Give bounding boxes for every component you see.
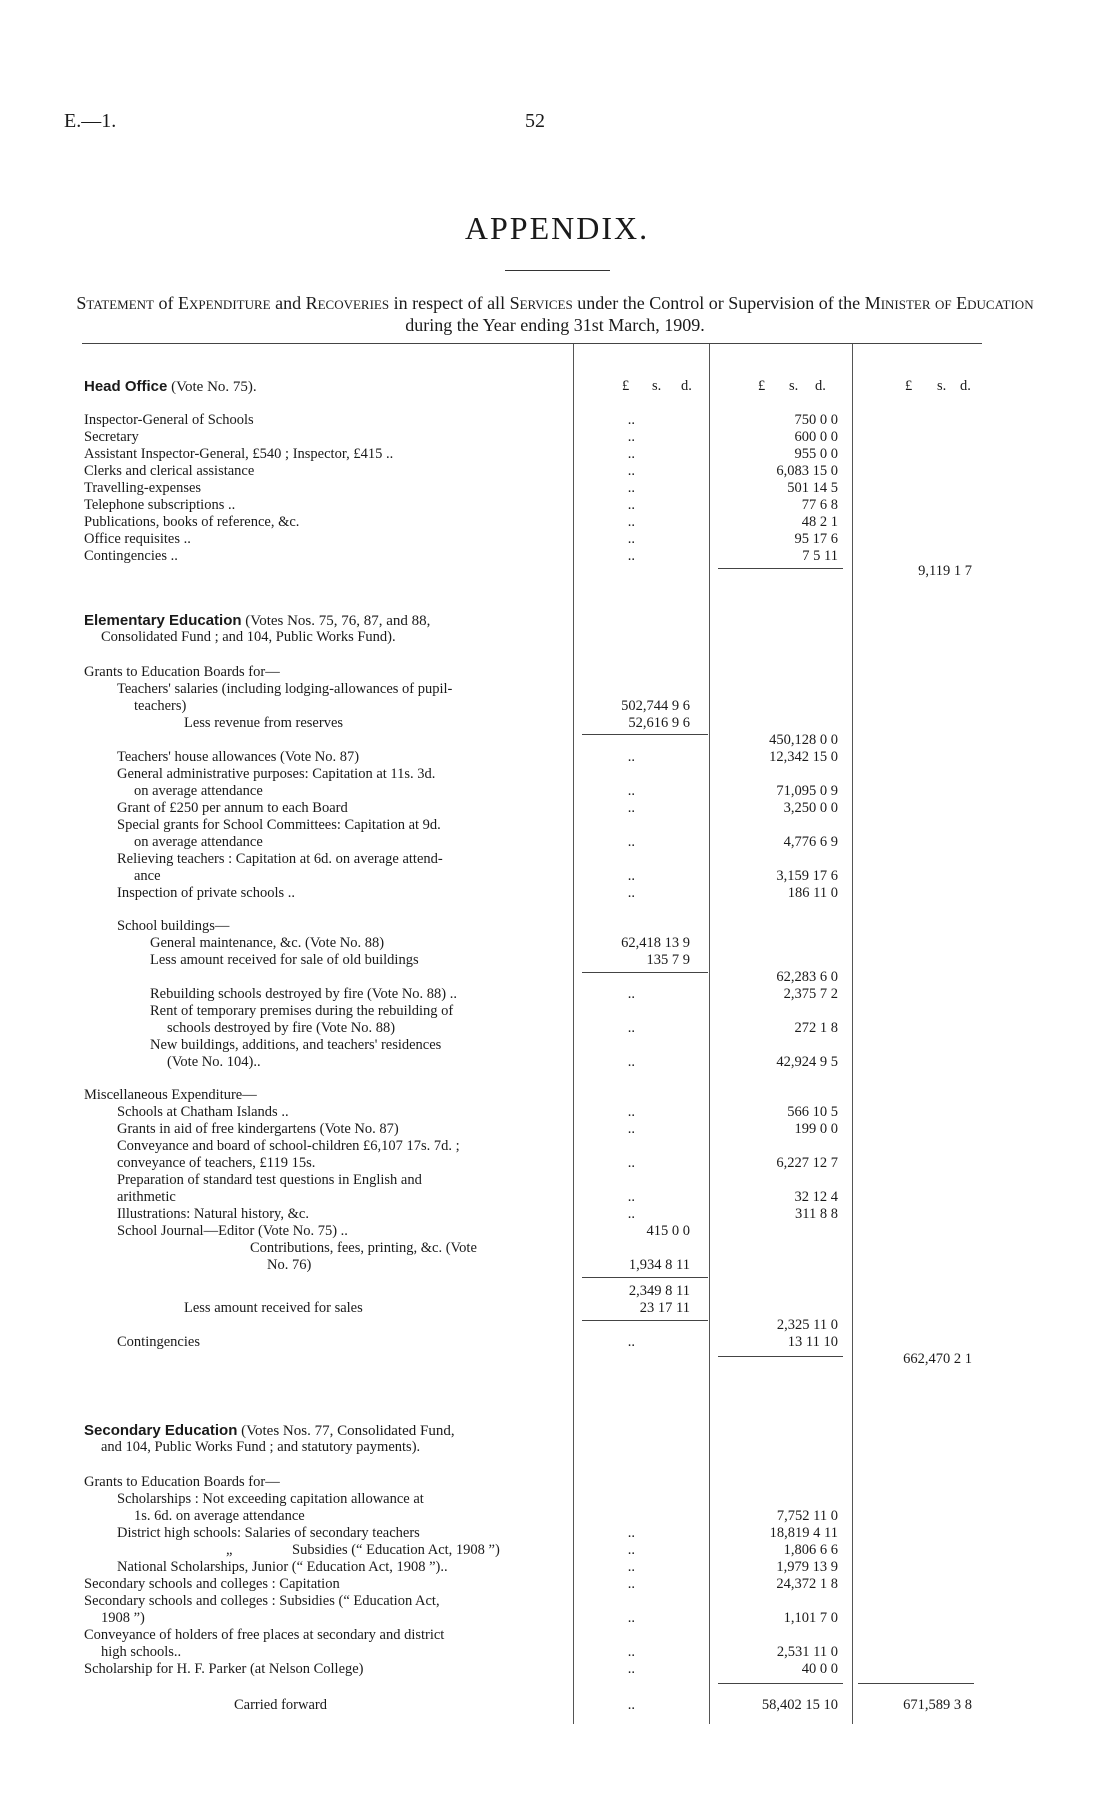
table-row	[0, 1525, 1114, 1542]
elementary-heading	[0, 612, 1114, 629]
head-office-total-row	[0, 563, 1114, 580]
row-label: 1s. 6d. on average attendance	[134, 1508, 305, 1524]
row-label: Publications, books of reference, &c.	[84, 514, 300, 530]
head-office-vote: (Vote No. 75).	[167, 379, 257, 395]
row-col1: 135 7 9	[646, 952, 690, 968]
row-label: Scholarship for H. F. Parker (at Nelson College)	[84, 1661, 364, 1677]
row-col1: ..	[627, 1206, 635, 1222]
col3-pence: d.	[960, 378, 971, 394]
row-label: Grants in aid of free kindergartens (Vote No. 87)	[117, 1121, 399, 1137]
row-col1: ..	[627, 1334, 635, 1350]
row-label: Secondary schools and colleges : Capitation	[84, 1576, 340, 1592]
row-col2: 2,375 7 2	[783, 986, 838, 1002]
table-row	[0, 1593, 1114, 1610]
row-col1: ..	[627, 548, 635, 564]
table-row	[0, 1138, 1114, 1155]
table-row	[0, 1003, 1114, 1020]
row-label: 1908 ”)	[101, 1610, 145, 1626]
row-col1: ..	[627, 1644, 635, 1660]
row-label: Clerks and clerical assistance	[84, 463, 255, 479]
secondary-vote-2: and 104, Public Works Fund ; and statutory payments).	[101, 1439, 421, 1455]
row-col2: 77 6 8	[801, 497, 838, 513]
row-col2: 32 12 4	[794, 1189, 838, 1205]
row-label: Less revenue from reserves	[184, 715, 344, 731]
table-row	[0, 1644, 1114, 1661]
row-label: Inspection of private schools ..	[117, 885, 295, 901]
row-label: Subsidies (“ Education Act, 1908 ”)	[292, 1542, 500, 1558]
row-label: Contributions, fees, printing, &c. (Vote	[250, 1240, 477, 1256]
statement-recoveries: Recoveries	[305, 293, 390, 313]
row-col1: ..	[627, 429, 635, 445]
carried-forward-col3: 671,589 3 8	[903, 1697, 972, 1713]
table-row	[0, 986, 1114, 1003]
row-label: on average attendance	[134, 783, 263, 799]
row-col2: 2,325 11 0	[776, 1317, 838, 1333]
col2-pence: d.	[815, 378, 826, 394]
row-col2: 62,283 6 0	[776, 969, 838, 985]
table-row	[0, 952, 1114, 969]
secondary-heading	[0, 1422, 1114, 1439]
row-label: Grant of £250 per annum to each Board	[117, 800, 348, 816]
row-label: School Journal—Editor (Vote No. 75) ..	[117, 1223, 348, 1239]
row-col1: ..	[627, 1542, 635, 1558]
row-label: Scholarships : Not exceeding capitation allowance at	[117, 1491, 424, 1507]
secondary-heading-line-2	[0, 1439, 1114, 1456]
col2-shillings: s.	[789, 378, 799, 394]
row-col2: 955 0 0	[794, 446, 838, 462]
row-label: Less amount received for sales	[184, 1300, 363, 1316]
row-label: Miscellaneous Expenditure—	[84, 1087, 257, 1103]
row-col1: ..	[627, 800, 635, 816]
row-col1: ..	[627, 1104, 635, 1120]
row-col1: 2,349 8 11	[628, 1283, 690, 1299]
heading-rule	[82, 343, 982, 344]
row-col1: 415 0 0	[646, 1223, 690, 1239]
table-row	[0, 732, 1114, 749]
table-row	[0, 1223, 1114, 1240]
row-col1: ..	[627, 531, 635, 547]
statement-services: Services	[509, 293, 573, 313]
row-label: ance	[134, 868, 161, 884]
elementary-vote-2: Consolidated Fund ; and 104, Public Works Fund).	[101, 629, 396, 645]
table-row	[0, 1155, 1114, 1172]
row-label: conveyance of teachers, £119 15s.	[117, 1155, 316, 1171]
row-label: Teachers' house allowances (Vote No. 87)	[117, 749, 360, 765]
head-office-heading	[0, 378, 1114, 395]
table-row	[0, 1054, 1114, 1071]
row-label: Secondary schools and colleges : Subsidies (“ Education Act,	[84, 1593, 440, 1609]
row-col2: 48 2 1	[801, 514, 838, 530]
row-col2: 95 17 6	[794, 531, 838, 547]
row-label: National Scholarships, Junior (“ Education Act, 1908 ”)..	[117, 1559, 448, 1575]
table-row	[0, 851, 1114, 868]
statement-text-4: under the Control or Supervision of the	[572, 293, 865, 313]
row-col1: ..	[627, 463, 635, 479]
row-col1: ..	[627, 1576, 635, 1592]
table-row	[0, 1508, 1114, 1525]
table-row	[0, 1121, 1114, 1138]
row-col2: 1,806 6 6	[783, 1542, 838, 1558]
table-row	[0, 1627, 1114, 1644]
row-col1: ..	[627, 783, 635, 799]
row-label: Grants to Education Boards for—	[84, 1474, 280, 1490]
elementary-heading-line-2	[0, 629, 1114, 646]
row-col2: 71,095 0 9	[776, 783, 838, 799]
row-col2: 199 0 0	[794, 1121, 838, 1137]
row-col1: ..	[627, 1054, 635, 1070]
table-row	[0, 1189, 1114, 1206]
table-row	[0, 800, 1114, 817]
row-col1: ..	[627, 497, 635, 513]
row-label: Inspector-General of Schools	[84, 412, 254, 428]
table-row	[0, 1559, 1114, 1576]
row-col1: 62,418 13 9	[621, 935, 690, 951]
row-col2: 13 11 10	[787, 1334, 838, 1350]
row-col2: 1,101 7 0	[783, 1610, 838, 1626]
table-row	[0, 1610, 1114, 1627]
table-row	[0, 1104, 1114, 1121]
table-row	[0, 1474, 1114, 1491]
row-col1: ..	[627, 412, 635, 428]
table-row	[0, 1206, 1114, 1223]
elementary-title: Elementary Education	[84, 612, 242, 629]
row-label: Rent of temporary premises during the rebuilding of	[150, 1003, 454, 1019]
carried-forward-label: Carried forward	[234, 1697, 327, 1713]
row-col2: 18,819 4 11	[769, 1525, 838, 1541]
row-col2: 6,227 12 7	[776, 1155, 838, 1171]
table-row	[0, 698, 1114, 715]
row-label: Schools at Chatham Islands ..	[117, 1104, 289, 1120]
row-label: schools destroyed by fire (Vote No. 88)	[167, 1020, 396, 1036]
row-label: No. 76)	[267, 1257, 312, 1273]
elementary-vote: (Votes Nos. 75, 76, 87, and 88,	[241, 613, 431, 629]
table-row	[0, 1300, 1114, 1317]
row-col2: 3,159 17 6	[776, 868, 838, 884]
row-col2: 12,342 15 0	[769, 749, 838, 765]
row-col1: ..	[627, 1155, 635, 1171]
row-col2: 6,083 15 0	[776, 463, 838, 479]
carried-forward-row	[0, 1697, 1114, 1714]
row-col1: ..	[627, 885, 635, 901]
table-row	[0, 1172, 1114, 1189]
row-label: Conveyance of holders of free places at secondary and district	[84, 1627, 445, 1643]
page-number: 52	[525, 110, 545, 132]
table-row	[0, 969, 1114, 986]
table-row	[0, 868, 1114, 885]
report-reference: E.—1.	[64, 110, 117, 132]
table-row	[0, 1317, 1114, 1334]
table-row	[0, 480, 1114, 497]
row-col2: 186 11 0	[787, 885, 838, 901]
table-row	[0, 935, 1114, 952]
row-label: Teachers' salaries (including lodging-allowances of pupil-	[117, 681, 453, 697]
head-office-total: 9,119 1 7	[918, 563, 972, 579]
row-col2: 7,752 11 0	[776, 1508, 838, 1524]
table-row	[0, 514, 1114, 531]
table-row	[0, 885, 1114, 902]
head-office-title: Head Office	[84, 378, 168, 395]
row-label: Office requisites ..	[84, 531, 191, 547]
carried-forward-col2: 58,402 15 10	[761, 1697, 838, 1713]
table-row	[0, 664, 1114, 681]
row-label: (Vote No. 104)..	[167, 1054, 261, 1070]
row-label: Secretary	[84, 429, 139, 445]
row-col1: ..	[627, 480, 635, 496]
row-col1: 502,744 9 6	[621, 698, 690, 714]
row-col2: 311 8 8	[795, 1206, 838, 1222]
row-label: Conveyance and board of school-children £6,107 17s. 7d. ;	[117, 1138, 460, 1154]
statement-text-2: and	[270, 293, 306, 313]
statement-word: Statement	[76, 293, 154, 313]
row-label: Preparation of standard test questions in English and	[117, 1172, 422, 1188]
statement-minister: Minister of Education	[864, 293, 1034, 313]
row-col2: 750 0 0	[794, 412, 838, 428]
statement-text-5: during the Year ending 31st March, 1909.	[405, 315, 705, 335]
statement-heading	[60, 292, 1050, 336]
table-row	[0, 463, 1114, 480]
row-col1: ..	[627, 1559, 635, 1575]
row-col1: ..	[627, 834, 635, 850]
table-row	[0, 531, 1114, 548]
table-row	[0, 429, 1114, 446]
row-col2: 7 5 11	[802, 548, 838, 564]
row-col1: 23 17 11	[639, 1300, 690, 1316]
table-row	[0, 1661, 1114, 1678]
row-col2: 272 1 8	[794, 1020, 838, 1036]
row-col1: ..	[627, 446, 635, 462]
col3-pound: £	[905, 378, 913, 394]
row-col2: 450,128 0 0	[769, 732, 838, 748]
row-col2: 42,924 9 5	[776, 1054, 838, 1070]
table-row	[0, 783, 1114, 800]
row-label: General maintenance, &c. (Vote No. 88)	[150, 935, 385, 951]
statement-expenditure: Expenditure	[177, 293, 271, 313]
col2-pound: £	[758, 378, 766, 394]
table-row	[0, 715, 1114, 732]
ditto-mark: „	[226, 1542, 233, 1558]
row-col1: ..	[627, 1697, 635, 1713]
row-label: General administrative purposes: Capitation at 11s. 3d.	[117, 766, 436, 782]
statement-text-3: in respect of all	[389, 293, 510, 313]
row-label: Special grants for School Committees: Capitation at 9d.	[117, 817, 441, 833]
table-row	[0, 1334, 1114, 1351]
row-col2: 1,979 13 9	[776, 1559, 838, 1575]
table-row	[0, 1542, 1114, 1559]
row-col1: ..	[627, 986, 635, 1002]
row-col1: 1,934 8 11	[628, 1257, 690, 1273]
row-col1: ..	[627, 514, 635, 530]
subtotal-rule	[718, 1683, 843, 1684]
row-label: School buildings—	[117, 918, 230, 934]
table-row	[0, 1491, 1114, 1508]
row-col1: ..	[627, 1189, 635, 1205]
row-label: Contingencies	[117, 1334, 200, 1350]
col1-pence: d.	[681, 378, 692, 394]
col1-shillings: s.	[652, 378, 662, 394]
table-row	[0, 1037, 1114, 1054]
row-label: arithmetic	[117, 1189, 176, 1205]
elementary-total-row	[0, 1351, 1114, 1368]
elementary-total: 662,470 2 1	[903, 1351, 972, 1367]
row-col2: 4,776 6 9	[783, 834, 838, 850]
row-col2: 40 0 0	[801, 1661, 838, 1677]
row-label: New buildings, additions, and teachers' residences	[150, 1037, 442, 1053]
row-col1: ..	[627, 1121, 635, 1137]
row-label: Less amount received for sale of old buildings	[150, 952, 419, 968]
table-row	[0, 497, 1114, 514]
row-label: high schools..	[101, 1644, 182, 1660]
row-label: Illustrations: Natural history, &c.	[117, 1206, 309, 1222]
table-row	[0, 1020, 1114, 1037]
col3-shillings: s.	[937, 378, 947, 394]
table-row	[0, 749, 1114, 766]
row-col2: 501 14 5	[787, 480, 838, 496]
row-label: Telephone subscriptions ..	[84, 497, 236, 513]
row-col1: ..	[627, 1020, 635, 1036]
col1-pound: £	[622, 378, 630, 394]
title-underline	[505, 270, 610, 271]
secondary-vote: (Votes Nos. 77, Consolidated Fund,	[237, 1423, 455, 1439]
row-label: Relieving teachers : Capitation at 6d. on average attend-	[117, 851, 443, 867]
row-col2: 3,250 0 0	[783, 800, 838, 816]
row-col2: 566 10 5	[787, 1104, 838, 1120]
table-row	[0, 412, 1114, 429]
table-row	[0, 817, 1114, 834]
table-row	[0, 766, 1114, 783]
row-col1: ..	[627, 749, 635, 765]
row-col1: ..	[627, 868, 635, 884]
row-label: Rebuilding schools destroyed by fire (Vote No. 88) ..	[150, 986, 458, 1002]
table-row	[0, 918, 1114, 935]
page-title: APPENDIX.	[464, 210, 650, 246]
row-label: Travelling-expenses	[84, 480, 202, 496]
table-row	[0, 681, 1114, 698]
table-row	[0, 1283, 1114, 1300]
subtotal-rule	[858, 1683, 974, 1684]
secondary-title: Secondary Education	[84, 1422, 238, 1439]
row-label: Contingencies ..	[84, 548, 178, 564]
table-row	[0, 1257, 1114, 1274]
row-col1: ..	[627, 1610, 635, 1626]
table-row	[0, 834, 1114, 851]
row-col1: ..	[627, 1525, 635, 1541]
row-col2: 24,372 1 8	[776, 1576, 838, 1592]
row-label: Assistant Inspector-General, £540 ; Inspector, £415 ..	[84, 446, 394, 462]
table-row	[0, 1240, 1114, 1257]
row-label: teachers)	[134, 698, 187, 714]
table-row	[0, 1576, 1114, 1593]
statement-text-1: of	[153, 293, 178, 313]
table-row	[0, 1087, 1114, 1104]
row-label: District high schools: Salaries of secondary teachers	[117, 1525, 420, 1541]
row-label: Grants to Education Boards for—	[84, 664, 280, 680]
row-col2: 600 0 0	[794, 429, 838, 445]
row-col1: ..	[627, 1661, 635, 1677]
table-row	[0, 446, 1114, 463]
row-col2: 2,531 11 0	[776, 1644, 838, 1660]
subtotal-rule	[582, 1277, 708, 1278]
row-label: on average attendance	[134, 834, 263, 850]
row-col1: 52,616 9 6	[628, 715, 690, 731]
